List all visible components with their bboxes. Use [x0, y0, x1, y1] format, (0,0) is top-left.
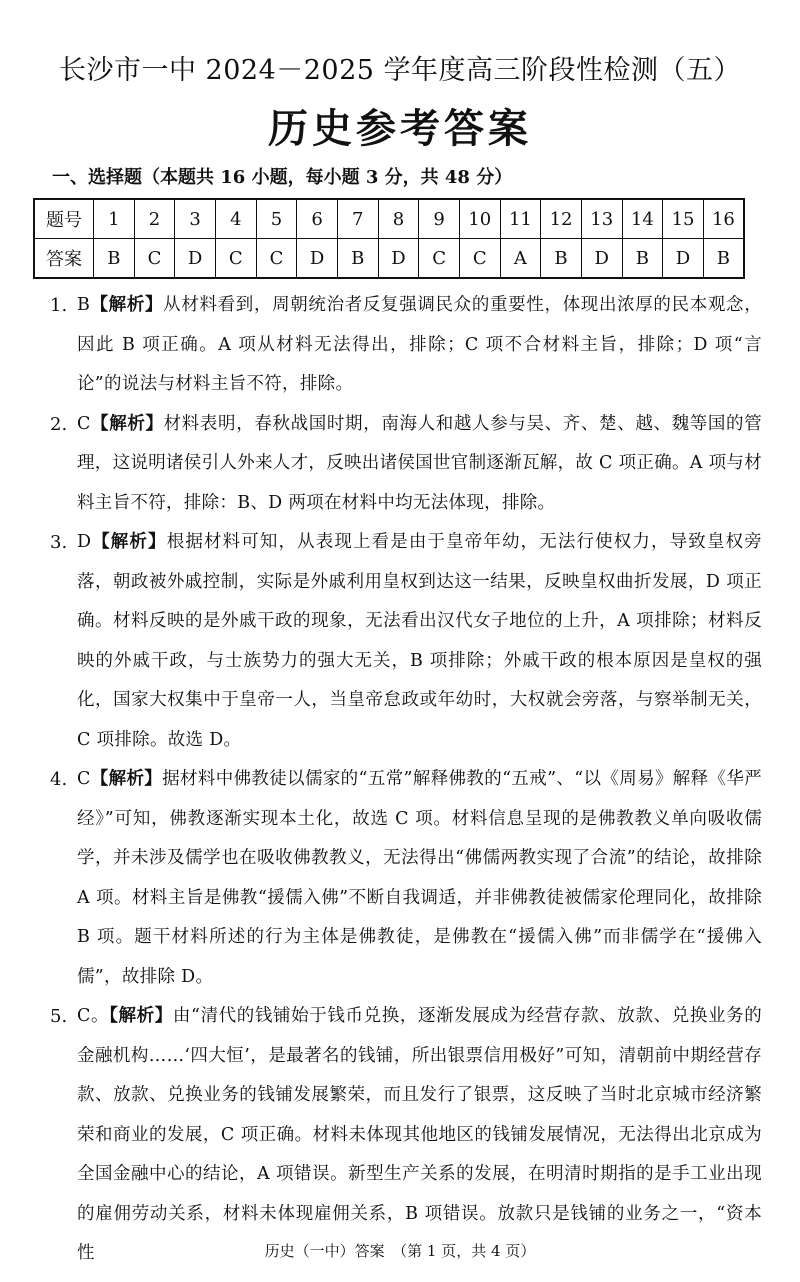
item-number: 3. — [50, 532, 68, 553]
answer-cell: B — [622, 239, 663, 279]
analysis-tag: 【解析】 — [90, 413, 164, 434]
question-number-cell: 9 — [419, 199, 460, 239]
question-number-cell: 3 — [175, 199, 216, 239]
analysis-tag: 【解析】 — [91, 532, 167, 552]
question-number-cell: 7 — [337, 199, 378, 239]
answer-cell: C — [419, 239, 460, 279]
question-number-cell: 16 — [703, 199, 744, 239]
answer-cell: D — [175, 239, 216, 279]
question-number-cell: 6 — [297, 199, 338, 239]
document-title: 长沙市一中 2024－2025 学年度高三阶段性检测（五） — [58, 55, 742, 86]
question-number-cell: 1 — [94, 199, 135, 239]
question-number-cell: 13 — [581, 199, 622, 239]
item-answer: C。 — [77, 1006, 110, 1026]
question-number-cell: 11 — [500, 199, 541, 239]
analysis-tag: 【解析】 — [90, 295, 164, 315]
explanation-item — [50, 405, 762, 524]
explanation-item — [50, 997, 762, 1274]
item-number: 4. — [50, 769, 68, 790]
page-footer: 历史（一中）答案 （第 1 页，共 4 页） — [264, 1242, 536, 1260]
question-number-cell: 10 — [459, 199, 500, 239]
answer-cell: B — [337, 239, 378, 279]
answer-cell: B — [541, 239, 582, 279]
answer-cell: C — [459, 239, 500, 279]
item-answer: C — [77, 413, 91, 434]
answer-cell: B — [94, 239, 135, 279]
row-label-question: 题号 — [34, 199, 94, 239]
item-number: 5. — [50, 1006, 68, 1027]
item-text: 由“清代的钱铺始于钱币兑换，逐渐发展成为经营存款、放款、兑换业务的金融机构……‘四大恒’，是最著名的钱铺，所出银票信用极好”可知，清朝前中期经营存款、放款、兑换业务的钱铺发展繁荣，而且发行了银票，这反映了当时北京城市经济繁荣和商业的发展，C 项正确。材料未体现其他地区的钱铺发展情况，无法得出北京成为全国金融中心的结论，A 项错误。新型生产关系的发展，在明清时期指的是手工业出现的雇佣劳动关系，材料未体现雇佣关系，B 项错误。放款只是钱铺的业务之一，“资本性 — [77, 1006, 762, 1263]
answer-cell: C — [256, 239, 297, 279]
explanation-item — [50, 523, 762, 760]
answer-cell: A — [500, 239, 541, 279]
item-body — [77, 760, 762, 997]
question-number-cell: 14 — [622, 199, 663, 239]
row-label-answer: 答案 — [34, 239, 94, 279]
section-heading: 一、选择题（本题共 16 小题，每小题 3 分，共 48 分） — [52, 167, 513, 188]
item-text: 材料表明，春秋战国时期，南海人和越人参与吴、齐、楚、越、魏等国的管理，这说明诸侯引人外来人才，反映出诸侯国世官制逐渐瓦解，故 C 项正确。A 项与材料主旨不符，排除：B、D 两项在材料中均无法体现，排除。 — [77, 413, 763, 513]
analysis-tag: 【解析】 — [109, 1006, 173, 1026]
explanation-list — [50, 286, 762, 1274]
item-answer: B — [77, 295, 91, 315]
answer-cell: D — [378, 239, 419, 279]
answer-cell: C — [215, 239, 256, 279]
answer-table — [33, 198, 745, 279]
question-number-row — [34, 199, 744, 239]
answer-cell: B — [703, 239, 744, 279]
item-answer: D — [77, 532, 92, 552]
question-number-cell: 2 — [134, 199, 175, 239]
item-text: 据材料中佛教徒以儒家的“五常”解释佛教的“五戒”、“以《周易》解释《华严经》”可知，佛教逐渐实现本土化，故选 C 项。材料信息呈现的是佛教教义单向吸收儒学，并未涉及儒学也在吸收佛教教义，无法得出“佛儒两教实现了合流”的结论，故排除 A 项。材料主旨是佛教“援儒入佛”不断自我调适，并非佛教徒被儒家伦理同化，故排除 B 项。题干材料所述的行为主体是佛教徒，是佛教在“援儒入佛”而非儒学在“援佛入儒”，故排除 D。 — [77, 769, 763, 987]
question-number-cell: 12 — [541, 199, 582, 239]
item-answer: C — [77, 769, 91, 789]
answer-cell: D — [581, 239, 622, 279]
question-number-cell: 8 — [378, 199, 419, 239]
item-body — [77, 405, 762, 524]
explanation-item — [50, 760, 762, 997]
answer-row — [34, 239, 744, 279]
question-number-cell: 4 — [215, 199, 256, 239]
item-body — [77, 997, 762, 1274]
item-text: 根据材料可知，从表现上看是由于皇帝年幼，无法行使权力，导致皇权旁落，朝政被外戚控制，实际是外戚利用皇权到达这一结果，反映皇权曲折发展，D 项正确。材料反映的是外戚干政的现象，无法看出汉代女子地位的上升，A 项排除；材料反映的外戚干政，与士族势力的强大无关，B 项排除；外戚干政的根本原因是皇权的强化，国家大权集中于皇帝一人，当皇帝怠政或年幼时，大权就会旁落，与察举制无关，C 项排除。故选 D。 — [77, 532, 762, 750]
item-number: 2. — [50, 413, 68, 435]
question-number-cell: 5 — [256, 199, 297, 239]
answer-cell: D — [663, 239, 704, 279]
document-subtitle: 历史参考答案 — [268, 105, 532, 152]
answer-cell: C — [134, 239, 175, 279]
analysis-tag: 【解析】 — [90, 769, 163, 789]
item-body — [77, 523, 762, 760]
answer-cell: D — [297, 239, 338, 279]
explanation-item — [50, 286, 762, 405]
item-body — [77, 286, 762, 405]
item-number: 1. — [50, 295, 68, 316]
item-text: 从材料看到，周朝统治者反复强调民众的重要性，体现出浓厚的民本观念，因此 B 项正确。A 项从材料无法得出，排除；C 项不合材料主旨，排除；D 项“言论”的说法与材料主旨不符，排除。 — [77, 295, 763, 394]
question-number-cell: 15 — [663, 199, 704, 239]
